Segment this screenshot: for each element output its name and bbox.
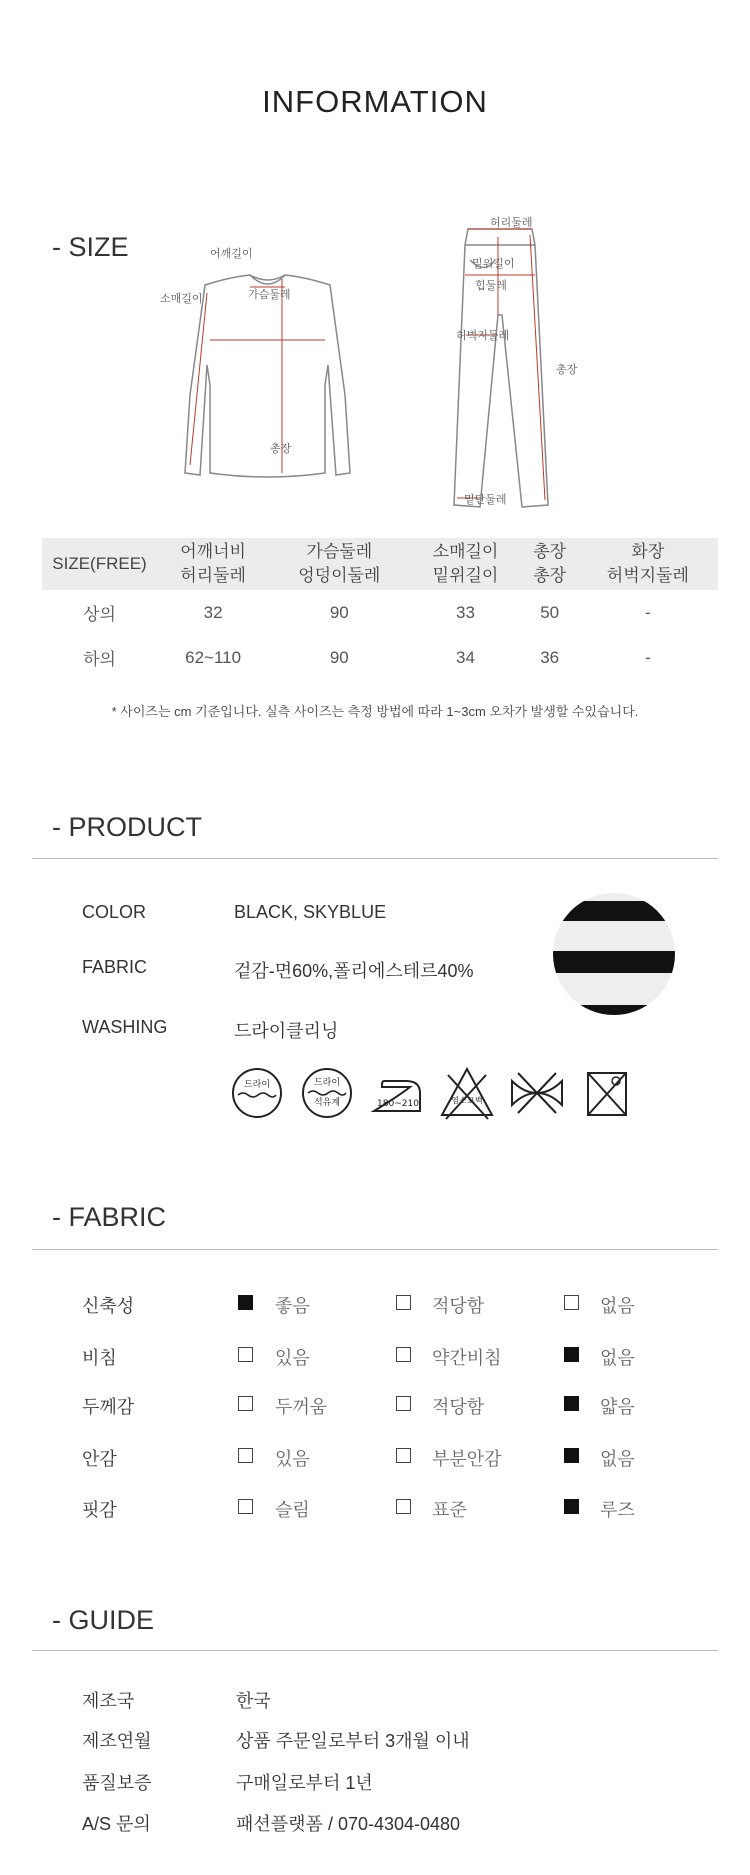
fabric-option-label: 적당함 [432,1296,485,1316]
label-top-length: 총장 [270,443,292,455]
fabric-option-label: 있음 [275,1449,310,1469]
label-shoulder: 어깨길이 [210,248,253,260]
product-label-color: COLOR [82,902,147,922]
fabric-checkbox [396,1499,411,1514]
page-title: INFORMATION [262,84,488,119]
size-table [42,538,718,680]
section-divider [32,1249,718,1250]
fabric-checkbox [564,1347,579,1362]
label-waist: 허리둘레 [490,217,533,229]
dry-clean-petroleum-icon [300,1065,354,1121]
section-heading-size: - SIZE [52,232,129,262]
table-cell: 34 [456,647,475,667]
size-header-cell: 총장 총장 [522,538,578,590]
fabric-option-label: 루즈 [600,1500,635,1520]
fabric-row-label: 핏감 [82,1500,117,1520]
svg-text:염소: 염소 [451,1096,467,1105]
garment-illustration [150,215,600,525]
fabric-option-label: 좋음 [275,1296,310,1316]
product-label-washing: WASHING [82,1017,168,1037]
size-note: * 사이즈는 cm 기준입니다. 실측 사이즈는 측정 방법에 따라 1~3cm 오차가 발생할 수있습니다. [111,704,639,719]
table-cell: 하의 [83,650,116,669]
fabric-checkbox [396,1396,411,1411]
fabric-checkbox [396,1448,411,1463]
size-header-cell: 어깨너비 허리둘레 [157,538,269,590]
fabric-checkbox [238,1295,253,1310]
section-heading-guide: - GUIDE [52,1605,155,1635]
svg-text:드라이: 드라이 [243,1080,271,1090]
fabric-checkbox [238,1396,253,1411]
product-label-fabric: FABRIC [82,957,148,977]
table-row [42,635,718,680]
table-cell: - [645,647,651,667]
table-cell: 90 [329,602,349,622]
fabric-option-label: 얇음 [600,1397,635,1417]
fabric-row-label: 두께감 [82,1397,135,1417]
section-divider [32,1650,718,1651]
fabric-option-label: 없음 [600,1296,635,1316]
iron-icon [370,1065,424,1121]
fabric-option-label: 슬림 [275,1500,310,1520]
fabric-checkbox [238,1347,253,1362]
no-wring-icon [510,1065,564,1121]
product-value-washing: 드라이클리닝 [234,1021,339,1041]
fabric-checkbox [396,1295,411,1310]
svg-text:표백: 표백 [467,1096,483,1105]
section-heading-product: - PRODUCT [52,812,202,842]
fabric-row-label: 비침 [82,1348,117,1368]
fabric-checkbox [564,1396,579,1411]
fabric-option-label: 없음 [600,1449,635,1469]
fabric-checkbox [564,1448,579,1463]
fabric-option-label: 약간비침 [432,1348,502,1368]
dry-clean-icon [230,1065,284,1121]
guide-label-manufacture-date: 제조연월 [82,1731,152,1751]
size-header-cell: SIZE(FREE) [42,538,157,590]
label-chest: 가슴둘레 [248,289,291,301]
fabric-checkbox [238,1499,253,1514]
label-sleeve: 소매길이 [160,293,203,305]
label-pants-length: 총장 [556,364,578,376]
fabric-option-label: 부분안감 [432,1449,502,1469]
table-cell: 90 [329,647,349,667]
product-value-color: BLACK, SKYBLUE [234,902,387,922]
table-cell: 36 [540,647,560,667]
top-garment-drawing [185,275,350,477]
table-cell: 62~110 [185,647,242,667]
fabric-option-label: 표준 [432,1500,467,1520]
no-tumble-dry-icon [580,1065,634,1121]
guide-value-manufacture-date: 상품 주문일로부터 3개월 이내 [236,1731,470,1751]
guide-label-as-contact: A/S 문의 [82,1814,151,1834]
svg-text:석유계: 석유계 [313,1098,341,1108]
guide-value-warranty: 구매일로부터 1년 [236,1773,373,1793]
table-row [42,590,718,635]
svg-text:180~210: 180~210 [377,1099,419,1109]
label-rise: 밑위길이 [472,258,515,270]
guide-label-country: 제조국 [82,1691,135,1711]
swatch-stripe [553,1005,675,1015]
table-cell: - [645,602,651,622]
fabric-option-label: 적당함 [432,1397,485,1417]
fabric-option-label: 두꺼움 [275,1397,328,1417]
table-cell: 50 [540,602,560,622]
fabric-option-label: 있음 [275,1348,310,1368]
fabric-row-label: 신축성 [82,1296,135,1316]
table-cell: 상의 [83,605,116,624]
table-cell: 33 [456,602,475,622]
size-diagram [150,215,600,525]
swatch-stripe [553,901,675,921]
size-table-header [42,538,718,590]
fabric-checkbox [396,1347,411,1362]
care-icons [230,1065,630,1121]
size-header-cell: 소매길이 밑위길이 [409,538,521,590]
guide-label-warranty: 품질보증 [82,1773,152,1793]
section-divider [32,858,718,859]
label-hem: 밑단둘레 [464,494,507,506]
size-header-cell: 화장 허벅지둘레 [578,538,718,590]
fabric-checkbox [564,1295,579,1310]
fabric-option-label: 없음 [600,1348,635,1368]
label-hip: 힙둘레 [475,280,507,292]
fabric-row-label: 안감 [82,1449,117,1469]
swatch-stripe [553,951,675,973]
label-thigh: 허벅지둘레 [456,330,510,342]
fabric-swatch-image [553,893,675,1015]
no-chlorine-bleach-icon [440,1065,494,1121]
table-cell: 32 [203,602,223,622]
fabric-checkbox [238,1448,253,1463]
section-heading-fabric: - FABRIC [52,1202,167,1232]
size-header-cell: 가슴둘레 엉덩이둘레 [269,538,409,590]
fabric-checkbox [564,1499,579,1514]
svg-text:드라이: 드라이 [313,1078,341,1088]
guide-value-as-contact: 패션플랫폼 / 070-4304-0480 [236,1814,461,1834]
product-value-fabric: 겉감-면60%,폴리에스테르40% [234,961,474,981]
guide-value-country: 한국 [236,1691,271,1711]
